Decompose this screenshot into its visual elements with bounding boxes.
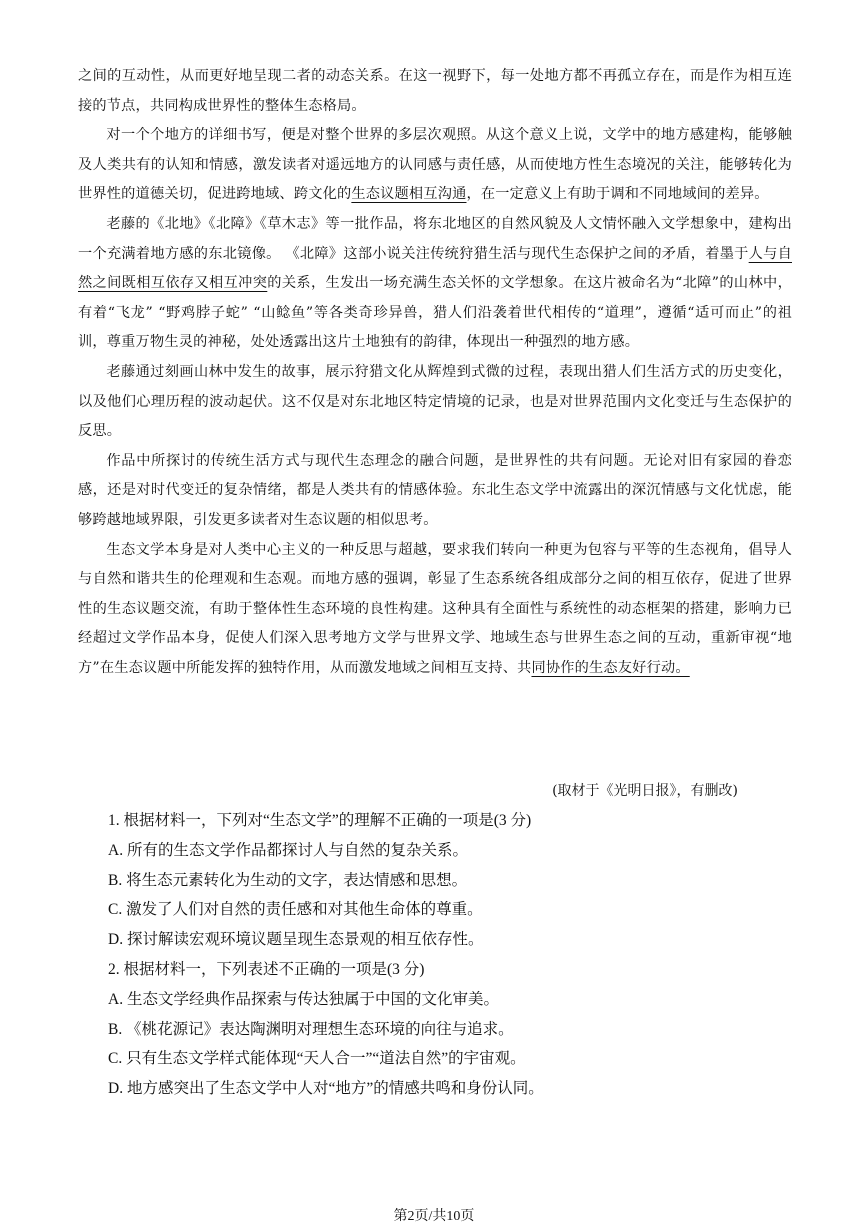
paragraph-text: 生态文学本身是对人类中心主义的一种反思与超越，要求我们转向一种更为包容与平等的生态视角，倡导人与自然和谐共生的伦理观和生态观。而地方感的强调，彰显了生态系统各组成部分之间的相互依存，促进了世界性的生态议题交流，有助于整体性生态环境的良性构建。这种具有全面性与系统性的动态框架的搭建，影响力已经超过文学作品本身，促使人们深入思考地方文学与世界文学、地域生态与世界生态之间的互动，重新审视“地方”在生态议题中所能发挥的独特作用，从而激发地域之间相互支持、共 (78, 541, 792, 676)
passage-paragraph-6 (78, 536, 792, 684)
passage-paragraph-4 (78, 358, 792, 447)
passage-paragraph-3 (78, 210, 792, 358)
passage-paragraph-2 (78, 121, 792, 210)
paragraph-text: 老藤的《北地》《北障》《草木志》等一批作品，将东北地区的自然风貌及人文情怀融入文学想象中，建构出一个充满着地方感的东北镜像。 《北障》这部小说关注传统狩猎生活与现代生态保护之间的矛盾，着墨于 (78, 215, 792, 262)
source-citation: (取材于《光明日报》，有删改) (552, 783, 738, 799)
underlined-phrase: 同协作的生态友好行动。 (531, 659, 690, 676)
paragraph-text: 作品中所探讨的传统生活方式与现代生态理念的融合问题，是世界性的共有问题。无论对旧有家园的眷恋感，还是对时代变迁的复杂情绪，都是人类共有的情感体验。东北生态文学中流露出的深沉情感与文化忧虑，能够跨越地域界限，引发更多读者对生态议题的相似思考。 (78, 452, 792, 528)
paragraph-text: 对一个个地方的详细书写，便是对整个世界的多层次观照。从这个意义上说，文学中的地方感建构，能够触及人类共有的认知和情感，激发读者对遥远地方的认同感与责任感，从而使地方性生态境况的关注，能够转化为世界性的道德关切，促进跨地域、跨文化的 (78, 127, 792, 203)
paragraph-text: 之间的互动性，从而更好地呈现二者的动态关系。在这一视野下，每一处地方都不再孤立存在，而是作为相互连接的节点，共同构成世界性的整体生态格局。 (78, 68, 792, 114)
question-1-option-a: A. 所有的生态文学作品都探讨人与自然的复杂关系。 (108, 841, 468, 859)
underlined-phrase: 生态议题相互沟通 (351, 186, 467, 203)
question-1-stem: 1. 根据材料一，下列对“生态文学”的理解不正确的一项是(3 分) (108, 812, 532, 829)
passage-body (78, 62, 792, 683)
paragraph-text: 老藤通过刻画山林中发生的故事，展示狩猎文化从辉煌到式微的过程，表现出猎人们生活方式的历史变化，以及他们心理历程的波动起伏。这不仅是对东北地区特定情境的记录，也是对世界范围内文化变迁与生态保护的反思。 (78, 363, 792, 440)
question-1-option-d: D. 探讨解读宏观环境议题呈现生态景观的相互依存性。 (108, 931, 484, 949)
question-2-option-c: C. 只有生态文学样式能体现“天人合一”“道法自然”的宇宙观。 (108, 1050, 526, 1068)
question-2-option-d: D. 地方感突出了生态文学中人对“地方”的情感共鸣和身份认同。 (108, 1080, 544, 1098)
underlined-phrase: 人与自然之间既相互依存又相互冲突 (78, 245, 792, 292)
page-number-footer: 第2页/共10页 (393, 1209, 475, 1224)
question-1-option-c: C. 激发了人们对自然的责任感和对其他生命体的尊重。 (108, 901, 483, 919)
passage-paragraph-1 (78, 62, 792, 121)
paragraph-text: 的关系，生发出一场充满生态关怀的文学想象。在这片被命名为“北障”的山林中，有着“飞龙” “野鸡脖子蛇” “山鲶鱼”等各类奇珍异兽，猎人们沿袭着世代相传的“道理”，遵循“适可而止”的祖训，尊重万物生灵的神秘，处处透露出这片土地独有的韵律，体现出一种强烈的地方感。 (78, 275, 792, 351)
question-list (108, 806, 798, 1104)
question-1-option-b: B. 将生态元素转化为生动的文字，表达情感和思想。 (108, 871, 468, 889)
question-2-stem: 2. 根据材料一，下列表述不正确的一项是(3 分) (108, 960, 425, 978)
paragraph-text: ，在一定意义上有助于调和不同地域间的差异。 (466, 186, 769, 203)
passage-paragraph-5 (78, 447, 792, 536)
question-2-option-a: A. 生态文学经典作品探索与传达独属于中国的文化审美。 (108, 990, 499, 1008)
question-2-option-b: B. 《桃花源记》表达陶渊明对理想生态环境的向往与追求。 (108, 1020, 514, 1038)
